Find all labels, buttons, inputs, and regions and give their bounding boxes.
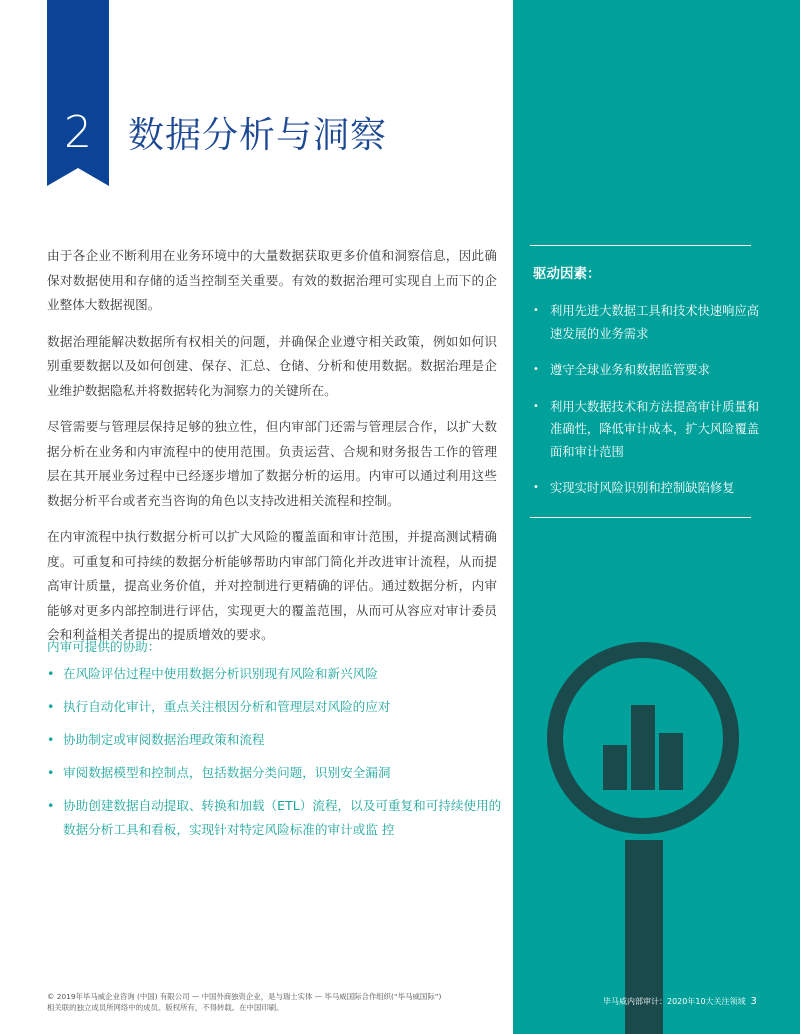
list-item [47,662,507,686]
bullet-icon: • [533,400,539,412]
list-item-text: 在风险评估过程中使用数据分析识别现有风险和新兴风险 [63,666,378,681]
list-item [533,359,763,382]
page-footer [603,996,757,1008]
list-item-text: 协助制定或审阅数据治理政策和流程 [63,732,265,747]
bullet-icon: • [533,482,539,493]
bullet-icon: • [47,699,55,714]
paragraph: 数据治理能解决数据所有权相关的问题，并确保企业遵守相关政策，例如如何识别重要数据以及如何创建、保存、汇总、仓储、分析和使用数据。数据治理是企业维护数据隐私并将数据转化为洞察力的关键所在。 [47,333,497,398]
divider [530,517,751,518]
bullet-icon: • [47,798,55,813]
drivers-panel [513,0,800,1034]
list-item [47,728,507,752]
bullet-icon: • [533,305,539,316]
bullet-icon: • [47,666,55,681]
copyright-line: 相关联的独立成员所网络中的成员。版权所有，不得转载。在中国印刷。 [47,1003,284,1012]
page-title: 数据分析与洞察 [128,115,388,156]
paragraph: 由于各企业不断利用在业务环境中的大量数据获取更多价值和洞察信息，因此确保对数据使用和存储的适当控制至关重要。有效的数据治理可实现自上而下的企业整体大数据视图。 [47,248,497,312]
list-item-text: 遵守全球业务和数据监管要求 [550,363,710,377]
copyright-line: © 2019年毕马威企业咨询 (中国) 有限公司 — 中国外商独资企业，是与瑞士实体 — 毕马威国际合作组织(“毕马威国际”) [47,992,442,1001]
magnifier-bar-chart-icon [543,640,753,1034]
doc-title: 毕马威内部审计：2020年10大关注领域 [603,997,746,1006]
list-item-text: 利用先进大数据工具和技术快速响应高速发展的业务需求 [550,304,760,341]
list-item-text: 协助创建数据自动提取、转换和加载（ETL）流程，以及可重复和可持续使用的数据分析工具和看板，实现针对特定风险标准的审计或监 控 [63,798,502,837]
drivers-heading: 驱动因素： [533,266,601,282]
paragraph: 在内审流程中执行数据分析可以扩大风险的覆盖面和审计范围，并提高测试精确度。可重复和可持续的数据分析能够帮助内审部门简化并改进审计流程，从而提高审计质量，提高业务价值，并对控制进行更精确的评估。通过数据分析，内审能够对更多内部控制进行评估，实现更大的覆盖范围，从而可从容应对审计委员会和利益相关者提出的提质增效的要求。 [47,529,497,642]
list-item [47,794,507,842]
assist-heading: 内审可提供的协助： [47,639,161,654]
assist-list [47,662,507,851]
page-number: 3 [750,996,757,1007]
bullet-icon: • [47,765,55,780]
list-item-text: 执行自动化审计，重点关注根因分析和管理层对风险的应对 [63,699,391,714]
list-item-text: 利用大数据技术和方法提高审计质量和准确性，降低审计成本，扩大风险覆盖面和审计范围 [550,399,760,459]
list-item-text: 审阅数据模型和控制点，包括数据分类问题，识别安全漏洞 [63,765,391,780]
drivers-list [533,300,763,514]
list-item-text: 实现实时风险识别和控制缺陷修复 [550,481,735,495]
body-text [47,244,497,660]
list-item [47,761,507,785]
list-item [533,396,763,464]
paragraph: 尽管需要与管理层保持足够的独立性，但内审部门还需与管理层合作，以扩大数据分析在业务和内审流程中的使用范围。负责运营、合规和财务报告工作的管理层在其开展业务过程中已经逐步增加了数据分析的运用。内审可以通过利用这些数据分析平台或者充当咨询的角色以支持改进相关流程和控制。 [47,419,497,508]
list-item [47,695,507,719]
chapter-ribbon [47,0,109,186]
chapter-number: 2 [64,107,92,158]
copyright-footer [47,991,487,1013]
list-item [533,477,763,500]
divider [530,245,751,246]
list-item [533,300,763,345]
bullet-icon: • [47,732,55,747]
bullet-icon: • [533,364,539,375]
